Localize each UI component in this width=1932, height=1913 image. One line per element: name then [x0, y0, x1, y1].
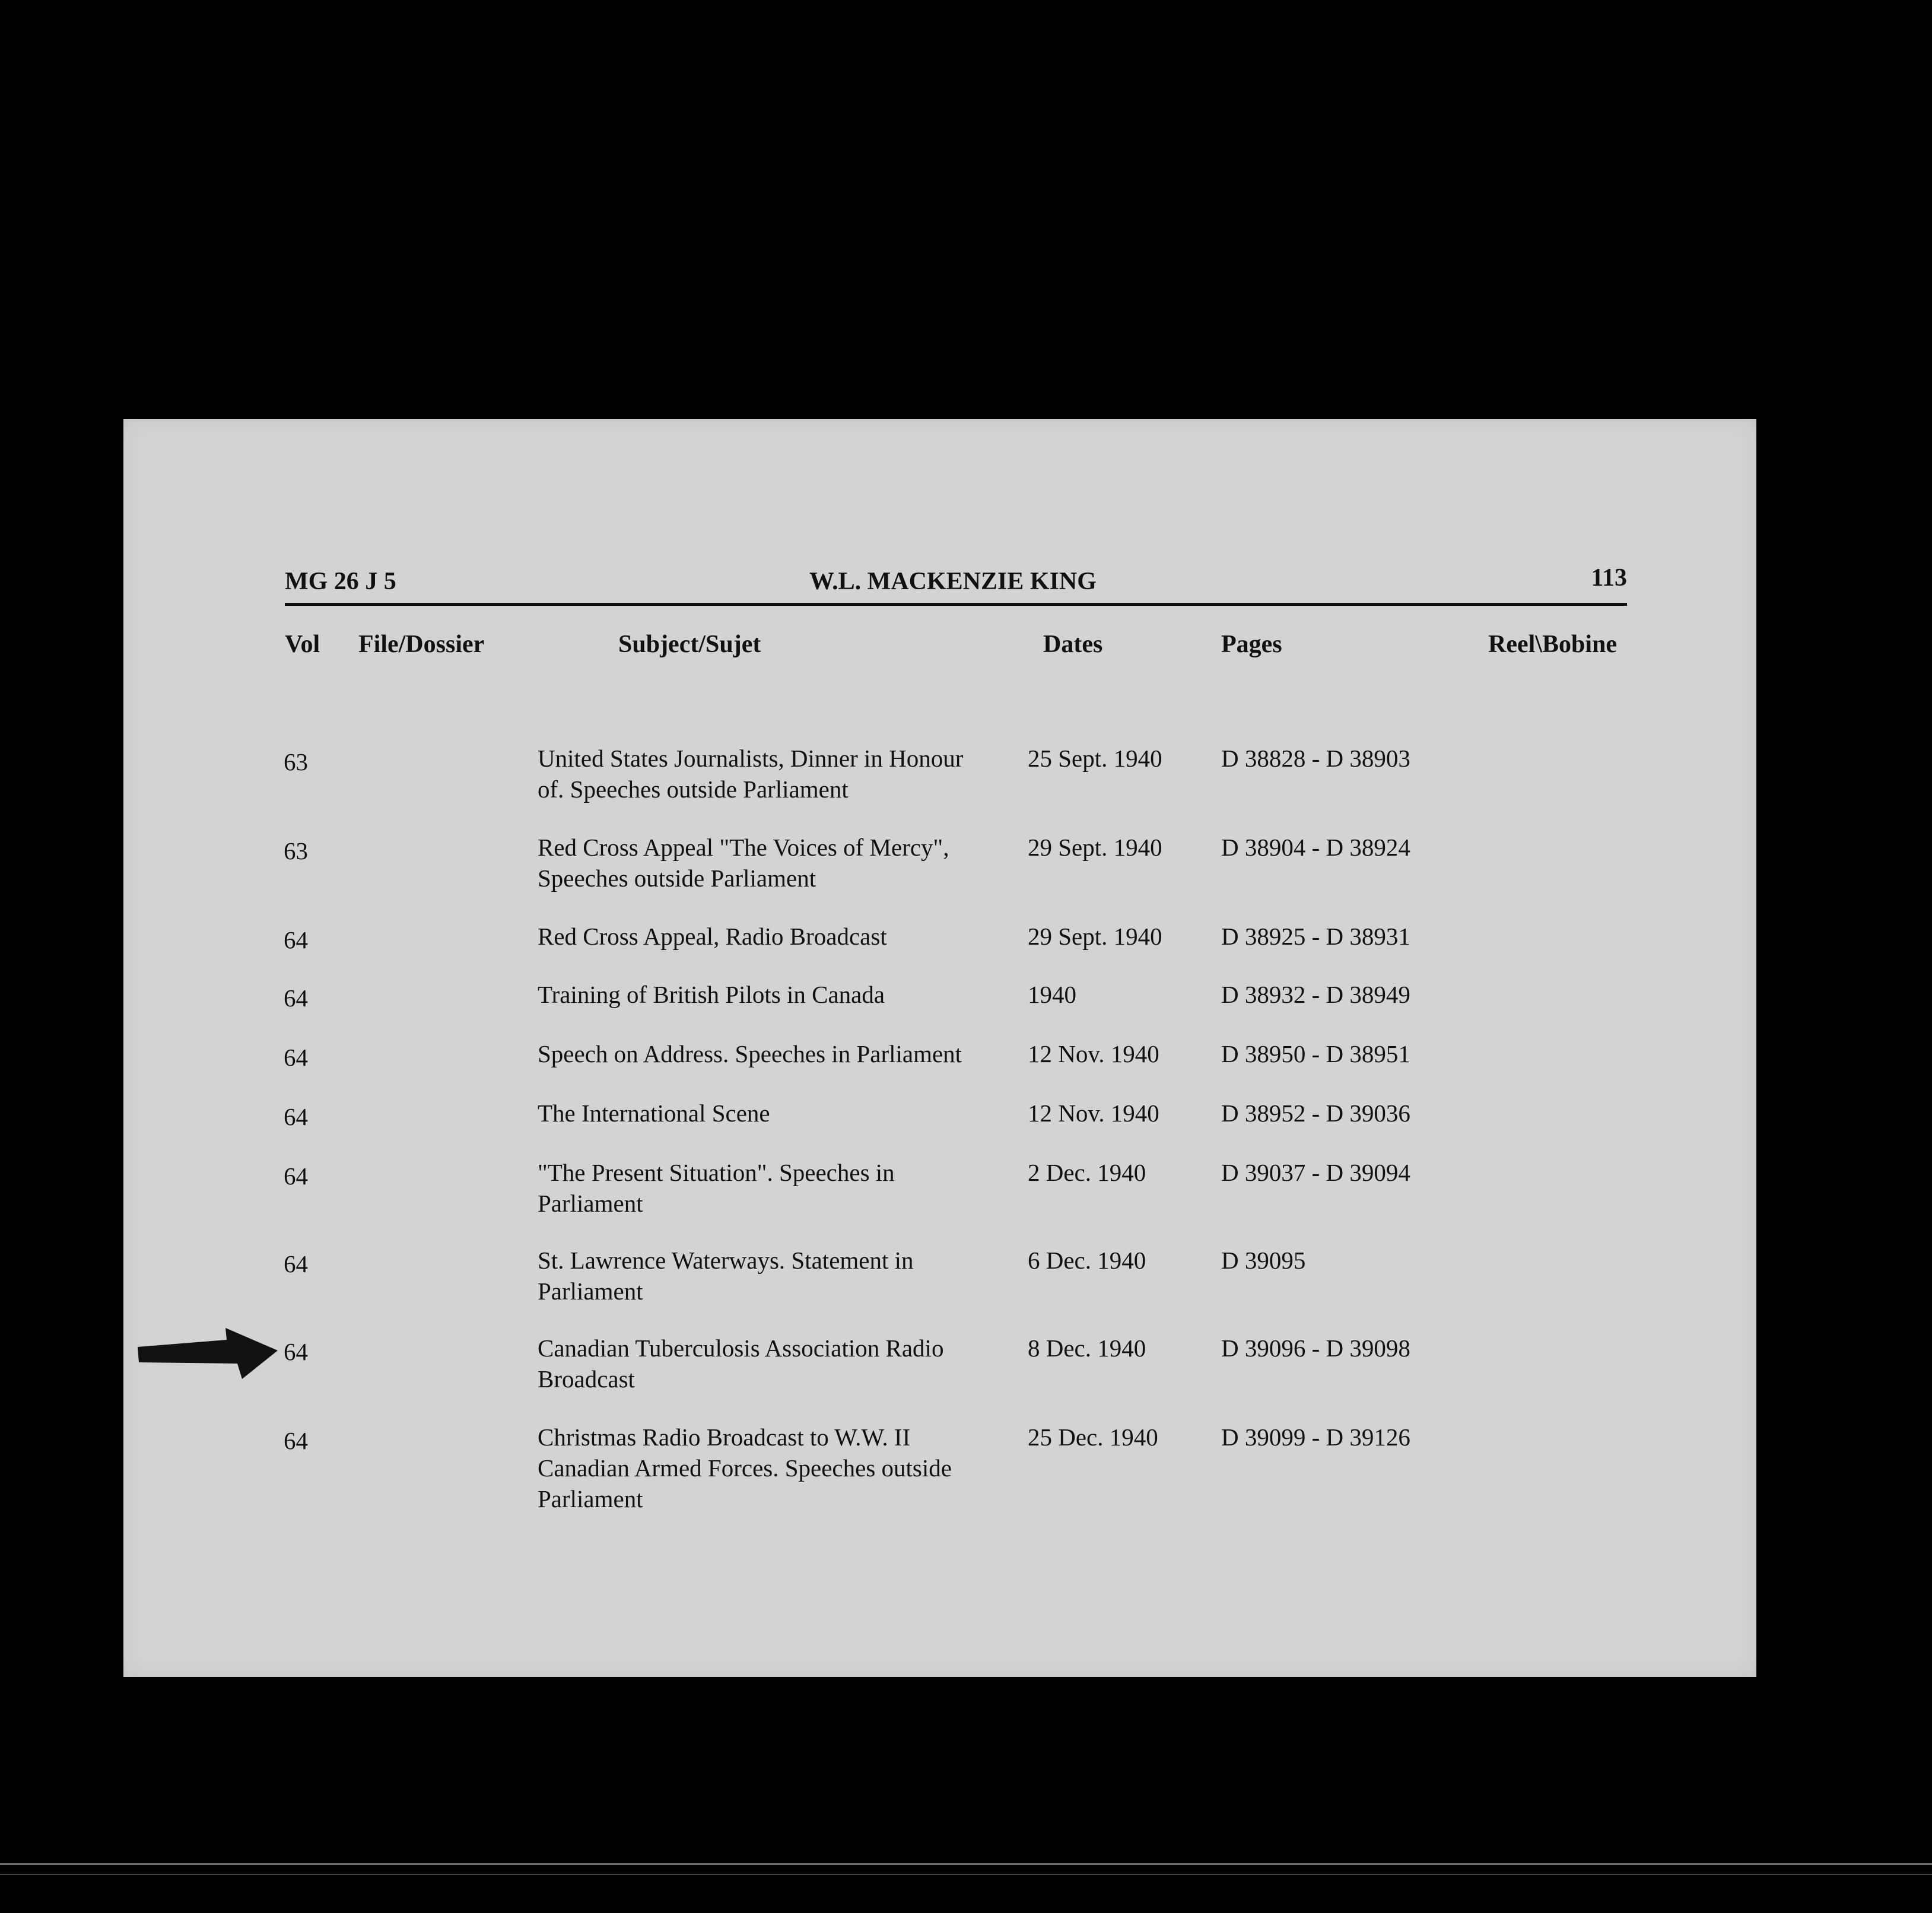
- row-pages: D 38932 - D 38949: [1221, 981, 1410, 1008]
- subject-line: United States Journalists, Dinner in Honour: [538, 745, 964, 772]
- row-dates: 6 Dec. 1940: [1028, 1247, 1146, 1274]
- column-header-reel: Reel\Bobine: [1488, 631, 1617, 658]
- row-subject: [538, 832, 1012, 894]
- row-dates: 29 Sept. 1940: [1028, 923, 1162, 950]
- row-dates: 8 Dec. 1940: [1028, 1334, 1146, 1362]
- row-pages: D 38925 - D 38931: [1221, 923, 1410, 950]
- column-header-pages: Pages: [1221, 631, 1282, 658]
- row-pages: D 38952 - D 39036: [1221, 1100, 1410, 1127]
- row-vol: 64: [284, 926, 308, 954]
- row-vol: 63: [284, 748, 308, 776]
- subject-line: Christmas Radio Broadcast to W.W. II: [538, 1423, 911, 1451]
- row-vol: 64: [284, 1044, 308, 1071]
- column-header-vol: Vol: [285, 631, 320, 658]
- row-pages: D 38950 - D 38951: [1221, 1040, 1410, 1067]
- subject-line: Broadcast: [538, 1365, 635, 1393]
- collection-reference: MG 26 J 5: [285, 568, 396, 595]
- row-pages: D 39099 - D 39126: [1221, 1423, 1410, 1451]
- row-pages: D 39037 - D 39094: [1221, 1159, 1410, 1186]
- arrow-right-icon: [138, 1324, 278, 1381]
- row-subject: [538, 1422, 1012, 1514]
- subject-line: Canadian Armed Forces. Speeches outside: [538, 1454, 952, 1482]
- row-dates: 1940: [1028, 981, 1076, 1008]
- row-vol: 64: [284, 1162, 308, 1190]
- subject-line: Red Cross Appeal, Radio Broadcast: [538, 923, 887, 950]
- row-subject: [538, 743, 1012, 805]
- row-pages: D 38904 - D 38924: [1221, 834, 1410, 861]
- subject-line: Speech on Address. Speeches in Parliament: [538, 1040, 962, 1067]
- page-number: 113: [1591, 564, 1627, 592]
- row-dates: 25 Sept. 1940: [1028, 745, 1162, 772]
- column-header-file: File/Dossier: [358, 631, 485, 658]
- subject-line: of. Speeches outside Parliament: [538, 776, 849, 803]
- row-vol: 64: [284, 1338, 308, 1365]
- row-subject: [538, 1098, 1012, 1129]
- row-subject: [538, 1038, 1012, 1069]
- row-vol: 64: [284, 1250, 308, 1278]
- scan-edge-line: [0, 1874, 1932, 1875]
- row-dates: 12 Nov. 1940: [1028, 1100, 1159, 1127]
- row-subject: [538, 1245, 1012, 1307]
- row-subject: [538, 979, 1012, 1010]
- subject-line: Canadian Tuberculosis Association Radio: [538, 1334, 944, 1362]
- row-dates: 2 Dec. 1940: [1028, 1159, 1146, 1186]
- row-vol: 63: [284, 837, 308, 865]
- scan-edge-line: [0, 1863, 1932, 1865]
- subject-line: The International Scene: [538, 1100, 770, 1127]
- row-pages: D 38828 - D 38903: [1221, 745, 1410, 772]
- row-pages: D 39095: [1221, 1247, 1306, 1274]
- row-vol: 64: [284, 1427, 308, 1454]
- row-dates: 29 Sept. 1940: [1028, 834, 1162, 861]
- row-pages: D 39096 - D 39098: [1221, 1334, 1410, 1362]
- subject-line: Parliament: [538, 1278, 643, 1305]
- subject-line: St. Lawrence Waterways. Statement in: [538, 1247, 914, 1274]
- row-dates: 25 Dec. 1940: [1028, 1423, 1158, 1451]
- row-subject: [538, 921, 1012, 952]
- subject-line: Parliament: [538, 1190, 643, 1217]
- row-subject: [538, 1157, 1012, 1219]
- column-header-subject: Subject/Sujet: [618, 631, 761, 658]
- subject-line: Speeches outside Parliament: [538, 865, 816, 892]
- column-header-dates: Dates: [1043, 631, 1103, 658]
- subject-line: "The Present Situation". Speeches in: [538, 1159, 895, 1186]
- subject-line: Training of British Pilots in Canada: [538, 981, 885, 1008]
- subject-line: Parliament: [538, 1485, 643, 1512]
- page-header: [285, 564, 1627, 606]
- document-page: [123, 419, 1756, 1677]
- row-vol: 64: [284, 984, 308, 1012]
- row-dates: 12 Nov. 1940: [1028, 1040, 1159, 1067]
- row-subject: [538, 1333, 1012, 1394]
- row-vol: 64: [284, 1103, 308, 1130]
- subject-line: Red Cross Appeal "The Voices of Mercy",: [538, 834, 949, 861]
- page-title: W.L. MACKENZIE KING: [809, 568, 1097, 595]
